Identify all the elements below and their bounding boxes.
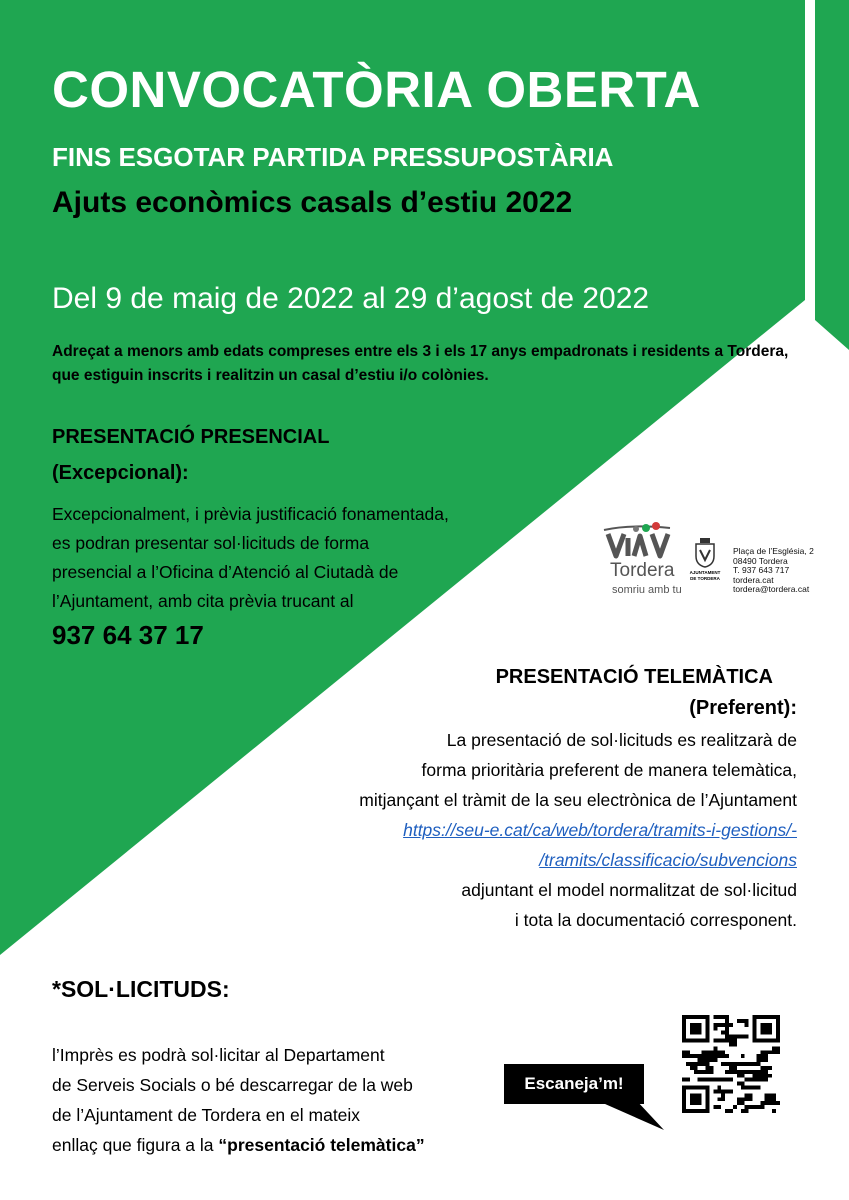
sollicituds-emphasis: “presentació telemàtica” [218,1135,425,1155]
sollicituds-line: de Serveis Socials o bé descarregar de la web [52,1075,413,1095]
contact-web[interactable]: tordera.cat [733,574,774,585]
contact-phone: T. 937 643 717 [733,565,790,575]
presencial-title: PRESENTACIÓ PRESENCIAL [52,426,330,448]
audience-text: Adreçat a menors amb edats compreses entre els 3 i els 17 anys empadronats i residents a Tordera, que estiguin inscrits i realitzin un casal d’estiu i/o colònies. [52,343,789,384]
presencial-subtitle: (Excepcional): [52,462,189,484]
coat-of-arms-icon [694,538,716,568]
telematica-line: forma prioritària preferent de manera telemàtica, [421,760,797,780]
telematica-line: i tota la documentació corresponent. [514,910,797,930]
green-corner-strip [815,0,849,350]
seu-electronica-link[interactable]: /tramits/classificacio/subvencions [539,850,797,870]
telematica-section [157,663,797,935]
telematica-line: adjuntant el model normalitzat de sol·licitud [461,880,797,900]
ajuntament-label: AJUNTAMENT DE TORDERA [689,570,721,581]
telematica-title: PRESENTACIÓ TELEMÀTICA [495,666,773,688]
qr-code-icon[interactable] [682,1015,780,1113]
presencial-text [52,500,449,616]
logo-name: Tordera [610,560,675,581]
telematica-line: mitjançant el tràmit de la seu electrònica de l’Ajuntament [359,790,797,810]
presencial-line: es podran presentar sol·licituds de forma [52,533,370,553]
sollicituds-line: de l’Ajuntament de Tordera en el mateix [52,1105,361,1125]
presencial-line: presencial a l’Oficina d’Atenció al Ciutadà de [52,562,399,582]
date-range: Del 9 de maig de 2022 al 29 d’agost de 2022 [52,282,650,315]
presencial-line: l’Ajuntament, amb cita prèvia trucant al [52,591,354,611]
contact-address: Plaça de l’Església, 2 [733,546,814,556]
telematica-subtitle: (Preferent): [689,697,797,719]
presencial-line: Excepcionalment, i prèvia justificació fonamentada, [52,504,449,524]
phone-number: 937 64 37 17 [52,620,204,650]
page-title: CONVOCATÒRIA OBERTA [52,61,701,118]
seu-electronica-link[interactable]: https://seu-e.cat/ca/web/tordera/tramits-i-gestions/- [403,820,797,840]
telematica-line: La presentació de sol·licituds es realitzarà de [446,730,797,750]
scan-me-bubble: Escaneja’m! [504,1064,644,1104]
sollicituds-line-last [52,1130,425,1160]
logo-tagline: somriu amb tu [612,584,682,596]
sollicituds-line-prefix: enllaç que figura a la [52,1135,219,1155]
sollicituds-text [52,1040,425,1160]
sollicituds-title: *SOL·LICITUDS: [52,976,230,1002]
program-title: Ajuts econòmics casals d’estiu 2022 [52,186,573,219]
contact-postcode: 08490 Tordera [733,555,788,566]
bubble-tail-icon [596,1100,666,1132]
contact-info [733,547,814,595]
contact-email[interactable]: tordera@tordera.cat [733,584,810,594]
subtitle: FINS ESGOTAR PARTIDA PRESSUPOSTÀRIA [52,142,614,172]
sollicituds-line: l’Imprès es podrà sol·licitar al Departament [52,1045,385,1065]
